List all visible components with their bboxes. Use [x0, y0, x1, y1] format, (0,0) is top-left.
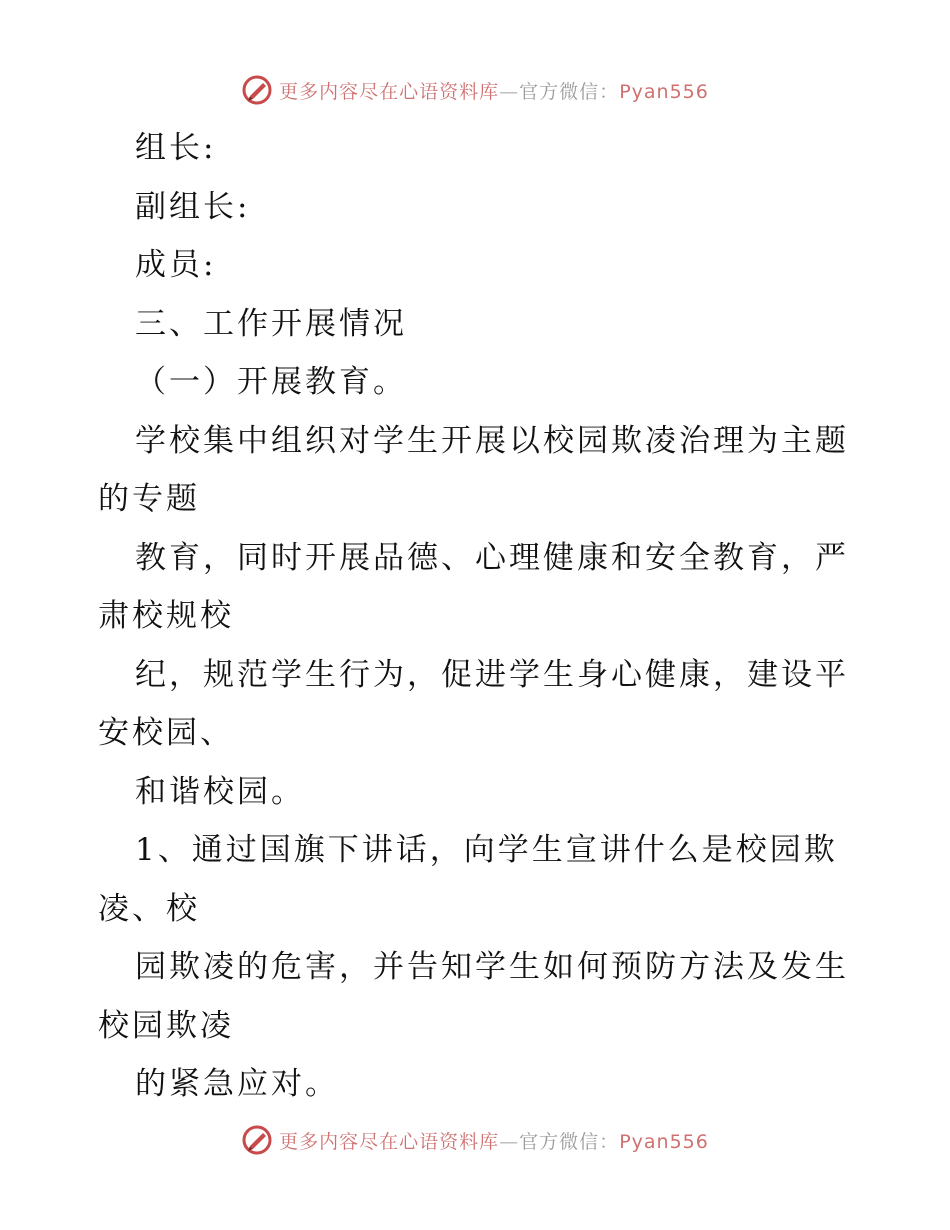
watermark-separator: —	[499, 80, 520, 103]
watermark-id: Pyan556	[619, 1130, 709, 1153]
watermark-separator: —	[499, 1130, 520, 1153]
paragraph-line: 学校集中组织对学生开展以校园欺凌治理为主题	[135, 422, 849, 459]
paragraph-line: 和谐校园。	[135, 773, 305, 810]
document-body	[98, 119, 858, 1114]
watermark-main: 更多内容尽在心语资料库	[279, 80, 500, 103]
list-item-line: 校园欺凌	[98, 1007, 234, 1044]
paragraph-line: 肃校规校	[98, 598, 234, 634]
pen-logo-icon	[241, 74, 273, 106]
pen-logo-icon	[241, 1124, 273, 1156]
line-members: 成员:	[135, 247, 217, 283]
subsection-heading: （一）开展教育。	[135, 364, 407, 400]
paragraph-line: 的专题	[98, 481, 200, 517]
paragraph-line: 安校园、	[98, 715, 234, 751]
watermark-text	[279, 1127, 709, 1154]
line-group-leader: 组长:	[135, 130, 217, 166]
watermark-main: 更多内容尽在心语资料库	[279, 1130, 500, 1153]
list-item-line: 1、通过国旗下讲话，向学生宣讲什么是校园欺	[135, 832, 838, 868]
list-item-line: 园欺凌的危害，并告知学生如何预防方法及发生	[135, 949, 849, 985]
watermark-text	[279, 77, 709, 104]
list-item-line: 凌、校	[98, 890, 200, 927]
header-watermark	[0, 70, 950, 110]
line-deputy-leader: 副组长:	[135, 188, 251, 225]
footer-watermark	[0, 1120, 950, 1160]
paragraph-line: 教育，同时开展品德、心理健康和安全教育，严	[135, 539, 849, 576]
watermark-sub: 官方微信：	[519, 1130, 620, 1153]
paragraph-line: 纪，规范学生行为，促进学生身心健康，建设平	[135, 656, 849, 693]
watermark-id: Pyan556	[619, 80, 709, 103]
section-heading: 三、工作开展情况	[135, 305, 407, 342]
watermark-sub: 官方微信：	[519, 80, 620, 103]
list-item-line: 的紧急应对。	[135, 1066, 339, 1102]
